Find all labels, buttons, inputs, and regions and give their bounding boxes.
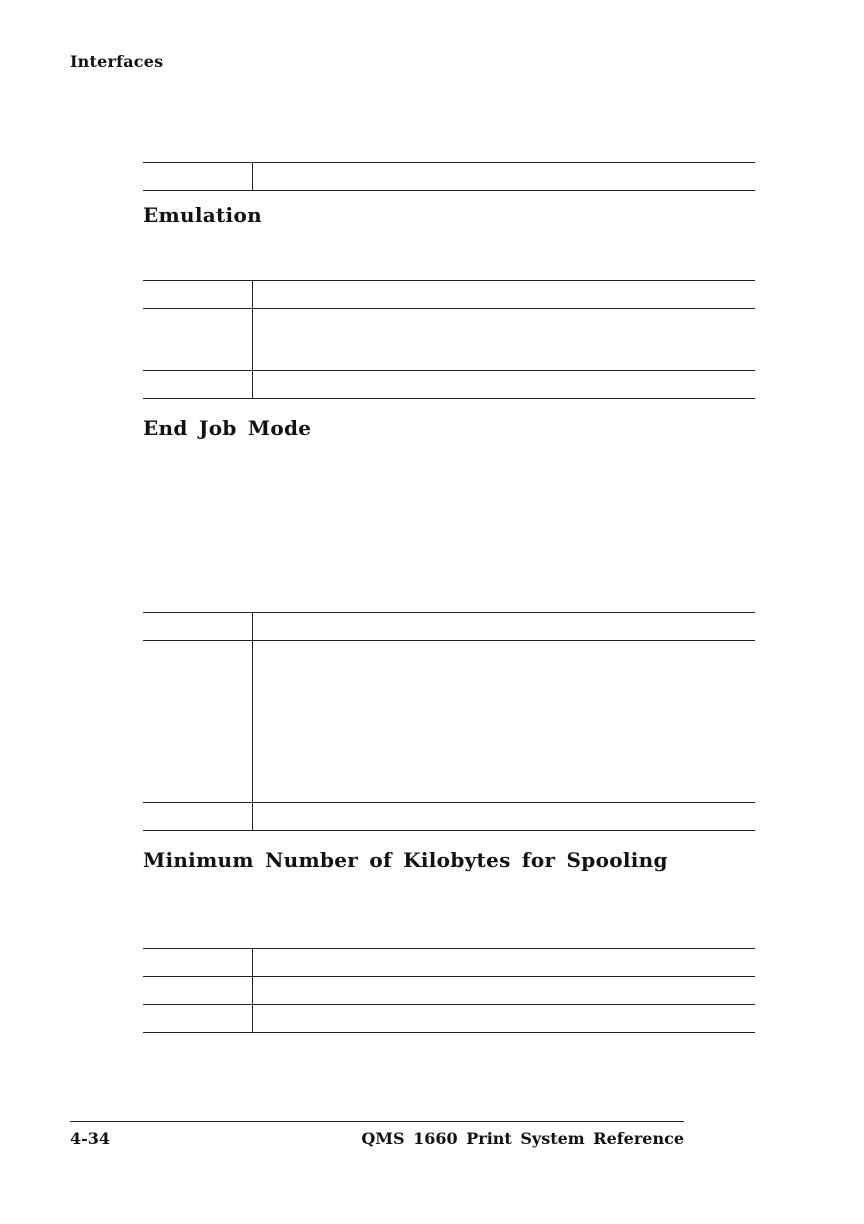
section-title-min-kilobytes-spooling: Minimum Number of Kilobytes for Spooling <box>143 848 668 872</box>
settings-table <box>143 280 755 399</box>
table-row <box>143 976 755 1004</box>
footer-rule <box>70 1121 684 1122</box>
running-head: Interfaces <box>70 52 164 71</box>
book-title: QMS 1660 Print System Reference <box>361 1129 684 1148</box>
table-label-cell <box>143 613 253 640</box>
table-row <box>143 1004 755 1033</box>
settings-table <box>143 162 755 191</box>
table-row <box>143 370 755 399</box>
table-row <box>143 280 755 308</box>
table-label-cell <box>143 309 253 370</box>
table-label-cell <box>143 163 253 190</box>
table-label-cell <box>143 803 253 830</box>
table-label-cell <box>143 281 253 308</box>
table-label-cell <box>143 949 253 976</box>
section-title-emulation: Emulation <box>143 203 262 227</box>
table-row <box>143 162 755 191</box>
page-number: 4-34 <box>70 1129 111 1148</box>
table-row <box>143 640 755 802</box>
table-label-cell <box>143 371 253 398</box>
table-row <box>143 948 755 976</box>
section-title-end-job-mode: End Job Mode <box>143 416 312 440</box>
table-label-cell <box>143 1005 253 1032</box>
settings-table <box>143 612 755 831</box>
table-row <box>143 612 755 640</box>
settings-table <box>143 948 755 1033</box>
table-row <box>143 308 755 370</box>
table-label-cell <box>143 641 253 802</box>
table-row <box>143 802 755 831</box>
table-label-cell <box>143 977 253 1004</box>
